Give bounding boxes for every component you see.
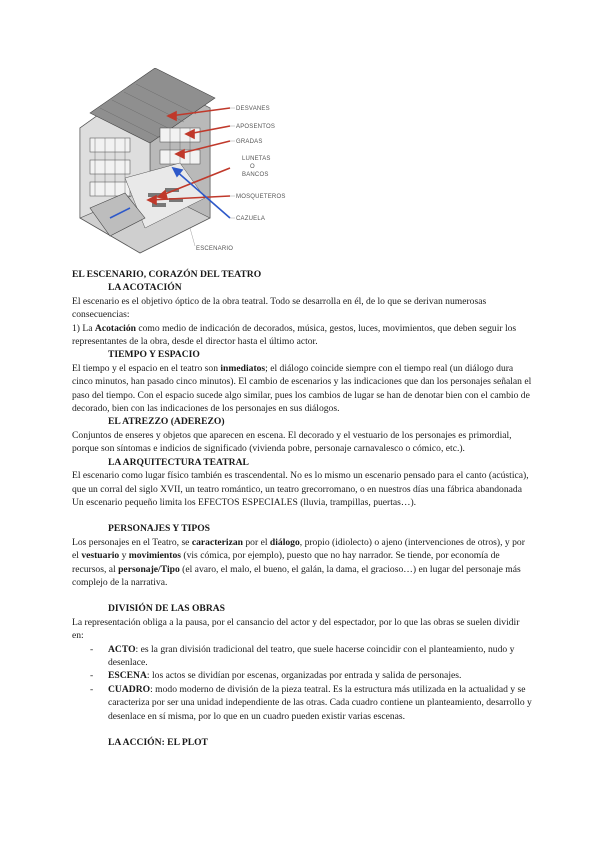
paragraph-acotacion-2: 1) La Acotación como medio de indicación de decorados, música, gestos, luces, movimientos, que deben seguir los representantes de la obra, desde el director hasta el último actor. [72, 322, 517, 348]
paragraph-division-intro: La representación obliga a la pausa, por el cansancio del actor y del espectador, por lo que las obras se suelen dividir en: [72, 616, 520, 642]
document-title: EL ESCENARIO, CORAZÓN DEL TEATRO [72, 269, 262, 280]
section-heading-atrezzo: EL ATREZZO (ADEREZO) [108, 416, 225, 428]
label-desvanes: DESVANES [236, 106, 270, 112]
section-heading-division: DIVISIÓN DE LAS OBRAS [108, 603, 226, 615]
label-mosqueteros: MOSQUETEROS [236, 194, 286, 200]
section-heading-personajes: PERSONAJES Y TIPOS [108, 523, 211, 535]
label-escenario: ESCENARIO [196, 246, 234, 252]
paragraph-atrezzo: Conjuntos de enseres y objetos que aparecen en escena. El decorado y el vestuario de los personajes es primordial, porque son síntomas e indicios de significado (vivienda pobre, personaje carnavalesco o cómico, etc.). [72, 429, 512, 455]
label-gradas: GRADAS [236, 139, 263, 145]
document-body [72, 268, 532, 749]
section-heading-arquitectura: LA ARQUITECTURA TEATRAL [108, 456, 249, 468]
list-item-acto: - ACTO: es la gran división tradicional del teatro, que suele hacerse coincidir con el planteamiento, nudo y desenlace. [90, 643, 515, 668]
label-lunetas: LUNETAS [242, 156, 271, 162]
label-bancos: BANCOS [242, 172, 269, 178]
label-aposentos: APOSENTOS [236, 124, 276, 130]
paragraph-personajes: Los personajes en el Teatro, se caracterizan por el diálogo, propio (idiolecto) o ajeno (intervenciones de otros), y por el vestuario y movimientos (vis cómica, por ejemplo), puesto que no hay narrador. Se tiende, por economía de recursos, al personaje/Tipo (el avaro, el malo, el bueno, el galán, la dama, el gracioso…) en lugar del personaje más complejo de la narrativa. [72, 536, 525, 588]
label-lunetas-o: O [250, 164, 255, 170]
section-heading-tiempo-espacio: TIEMPO Y ESPACIO [108, 349, 200, 361]
paragraph-acotacion-1: El escenario es el objetivo óptico de la obra teatral. Todo se desarrolla en él, de lo que se derivan numerosas consecuencias: [72, 295, 487, 321]
list-item-escena: - ESCENA: los actos se dividían por escenas, organizadas por entrada y salida de personajes. [90, 670, 462, 682]
paragraph-arquitectura: El escenario como lugar físico también es trascendental. No es lo mismo un escenario pensado para el canto (acústica), que un corral del siglo XVII, un teatro romántico, un teatro grecorromano, o en nuestros días una fábrica abandonada Un escenario pequeño limita los EFECTOS ESPECIALES (lluvia, trampillas, puertas…). [72, 470, 529, 508]
section-heading-accion: LA ACCIÓN: EL PLOT [108, 737, 208, 748]
paragraph-tiempo-espacio: El tiempo y el espacio en el teatro son inmediatos; el diálogo coincide siempre con el tiempo real (un diálogo dura cinco minutos, han pasado cinco minutos). El cambio de escenarios y las indicaciones que dan los personajes señalan el paso del tiempo. Con el espacio sucede algo similar, pues los cambios de lugar se han de denotar bien con el cambio de decorado, bien con las indicaciones de los personajes en sus diálogos. [72, 362, 532, 415]
list-item-cuadro: - CUADRO: modo moderno de división de la pieza teatral. Es la estructura más utilizada en la actualidad y se caracteriza por ser una unidad independiente de las otras. Cada cuadro contiene un planteamiento, desarrollo y desenlace en sí misma, por lo que en un cuadro pueden existir varias escenas. [90, 683, 532, 722]
section-heading-acotacion: LA ACOTACIÓN [108, 282, 182, 294]
label-cazuela: CAZUELA [236, 216, 266, 222]
theatre-cutaway-illustration [70, 68, 310, 258]
division-list [72, 643, 532, 723]
